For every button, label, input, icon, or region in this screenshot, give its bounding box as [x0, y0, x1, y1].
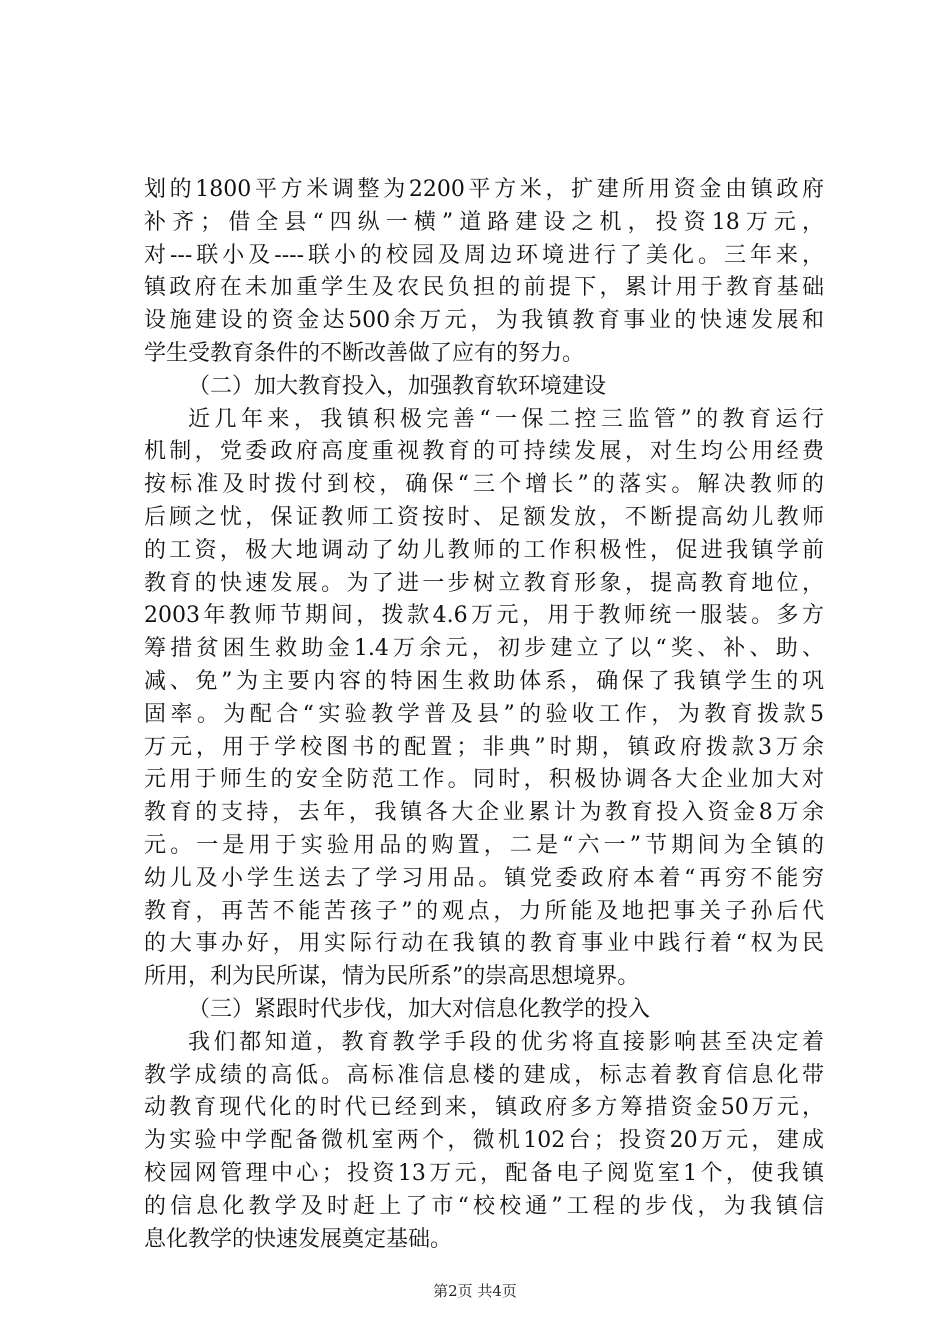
paragraph-last-line: 学生受教育条件的不断改善做了应有的努力。: [144, 340, 585, 366]
paragraph-line: 机制，党委政府高度重视教育的可持续发展，对生均公用经费: [144, 439, 824, 465]
paragraph-line: 教育的快速发展。为了进一步树立教育形象，提高教育地位，: [144, 570, 824, 596]
section-heading: （二）加大教育投入，加强教育软环境建设: [188, 373, 607, 399]
paragraph-line: 的信息化教学及时赶上了市“校校通”工程的步伐，为我镇信: [144, 1193, 824, 1219]
paragraph-line: 后顾之忧，保证教师工资按时、足额发放，不断提高幼儿教师: [144, 504, 824, 530]
paragraph-line: 校园网管理中心；投资13万元，配备电子阅览室1个，使我镇: [144, 1160, 824, 1186]
paragraph-line: 补齐；借全县“四纵一横”道路建设之机，投资18万元，: [144, 209, 824, 235]
page-footer: 第2页 共4页: [433, 1282, 517, 1300]
paragraph-line: 划的1800平方米调整为2200平方米，扩建所用资金由镇政府: [144, 177, 824, 202]
paragraph-last-line: 息化教学的快速发展奠定基础。: [144, 1226, 453, 1252]
paragraph-line: 固率。为配合“实验教学普及县”的验收工作，为教育拨款5: [144, 701, 824, 727]
paragraph-line: 减、免”为主要内容的特困生救助体系，确保了我镇学生的巩: [144, 668, 824, 694]
paragraph-line: 镇政府在未加重学生及农民负担的前提下，累计用于教育基础: [144, 275, 824, 301]
paragraph-line: 筹措贫困生救助金1.4万余元，初步建立了以“奖、补、助、: [144, 636, 824, 662]
paragraph-line: 设施建设的资金达500余万元，为我镇教育事业的快速发展和: [144, 308, 824, 334]
paragraph-line: 对---联小及----联小的校园及周边环境进行了美化。三年来，: [144, 242, 824, 268]
paragraph-line: 的工资，极大地调动了幼儿教师的工作积极性，促进我镇学前: [144, 537, 824, 563]
paragraph-first-line: 我们都知道，教育教学手段的优劣将直接影响甚至决定着: [188, 1029, 824, 1055]
paragraph-line: 按标准及时拨付到校，确保“三个增长”的落实。解决教师的: [144, 472, 824, 498]
paragraph-line: 2003年教师节期间，拨款4.6万元，用于教师统一服装。多方: [144, 603, 824, 629]
paragraph-line: 元用于师生的安全防范工作。同时，积极协调各大企业加大对: [144, 767, 824, 793]
paragraph-line: 教育，再苦不能苦孩子”的观点，力所能及地把事关子孙后代: [144, 898, 824, 924]
paragraph-line: 为实验中学配备微机室两个，微机102台；投资20万元，建成: [144, 1128, 824, 1154]
paragraph-line: 教学成绩的高低。高标准信息楼的建成，标志着教育信息化带: [144, 1062, 824, 1088]
section-heading: （三）紧跟时代步伐，加大对信息化教学的投入: [188, 996, 651, 1022]
paragraph-line: 幼儿及小学生送去了学习用品。镇党委政府本着“再穷不能穷: [144, 865, 824, 891]
paragraph-line: 万元，用于学校图书的配置；非典”时期，镇政府拨款3万余: [144, 734, 824, 760]
paragraph-line: 动教育现代化的时代已经到来，镇政府多方筹措资金50万元，: [144, 1095, 824, 1121]
document-body: [144, 174, 824, 1256]
paragraph-line: 教育的支持，去年，我镇各大企业累计为教育投入资金8万余: [144, 800, 824, 826]
paragraph-line: 元。一是用于实验用品的购置，二是“六一”节期间为全镇的: [144, 832, 824, 858]
paragraph-first-line: 近几年来，我镇积极完善“一保二控三监管”的教育运行: [188, 406, 824, 432]
paragraph-last-line: 所用，利为民所谋，情为民所系”的崇高思想境界。: [144, 964, 640, 990]
paragraph-line: 的大事办好，用实际行动在我镇的教育事业中践行着“权为民: [144, 931, 824, 957]
